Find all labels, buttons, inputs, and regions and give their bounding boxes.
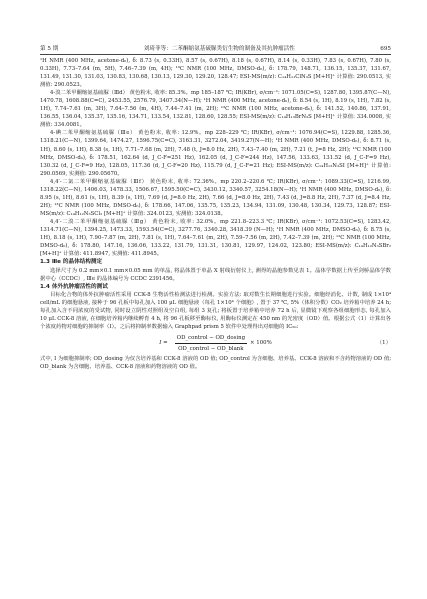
equation-numerator: OD_control − OD_dosing — [175, 334, 247, 344]
body-paragraph: 4-碘二苯甲酮缩氨基硫脲（Ⅲe） 黄色粉末, 收率: 12.9%。mp 228–229 ℃; IR(KBr), σ/cm⁻¹: 1076.94(C=S), 1229.88, 1285.36, 1318.21(C—N), 1399.64, 1474.27, 1596.75(C=C), 3163.31, 3272.04, 3419.27(N—H); ¹H NMR (400 MHz, DMSO-d₆), δ: 8.71 (s, 1H), 8.60 (s, 1H), 8.38 (s, 1H), 7.71–7.68 (m, 2H), 7.48 (t, J=8.0 Hz, 2H), 7.43–7.40 (m, 2H), 7.21 (t, J=8 Hz, 2H); ¹³C NMR (100 MHz, DMSO-d₆), δ: 178.51, 162.64 (d, J_C-F=251 Hz), 162.05 (d, J_C-F=244 Hz), 147.56, 133.63, 131.52 (d, J_C-F=9 Hz), 130.32 (d, J_C-F=9 Hz), 128.05, 117.36 (d, J_C-F=20 Hz), 115.79 (d, J_C-F=21 Hz); ESI-MS(m/z): C₁₄H₁₃N₃SI [M+H]⁺ 计算值: 290.0569, 实测值: 290.05670。 — [40, 130, 391, 177]
section-heading: 1.4 体外抗肿瘤活性的测试 — [40, 283, 108, 290]
article-body — [40, 57, 391, 371]
body-paragraph: 式中, I 为细胞抑制率; OD_dosing 为仅含培养基和 CCK-8 溶液的 OD 值; OD_control 为含细胞、培养基、CCK-8 溶液和不含药物溶液的 OD 值; OD_blank 为含细胞、培养基、CCK-8 溶液和药物溶液的 OD 值。 — [40, 356, 391, 371]
equation — [40, 333, 391, 353]
body-paragraph: 4-溴二苯甲酮缩氨基硫脲（Ⅲd） 黄色粉末, 收率: 85.3%。mp 185–187 ℃; IR(KBr), σ/cm⁻¹: 1071.05(C=S), 1287.80, 1395.87(C—N), 1470.78, 1608.88(C=C), 2453.55, 2576.79, 3407.34(N—H); ¹H NMR (400 MHz, acetone-d₆), δ: 8.54 (s, 1H), 8.19 (s, 1H), 7.82 (s, 1H), 7.74–7.61 (m, 3H), 7.64–7.56 (m, 4H), 7.44–7.41 (m, 2H); ¹³C NMR (100 MHz, acetone-d₆), δ: 141.52, 140.86, 137.91, 136.55, 136.04, 135.37, 135.16, 134.71, 133.54, 132.81, 128.60, 128.55; ESI-MS(m/z): C₁₄H₁₃BrN₃S [M+H]⁺ 计算值: 334.0008, 实测值: 334.0081。 — [40, 90, 391, 129]
running-header — [40, 44, 391, 55]
body-paragraph: ¹H NMR (400 MHz, acetone-d₆), δ: 8.73 (s, 0.33H), 8.57 (s, 0.67H), 8.18 (s, 0.67H), 8.14 (s, 0.33H), 7.83 (s, 0.67H), 7.80 (s, 0.33H), 7.73–7.64 (m, 5H), 7.46–7.39 (m, 4H); ¹³C NMR (100 MHz, DMSO-d₆), δ: 178.79, 148.71, 136.15, 135.37, 131.67, 131.49, 131.30, 131.03, 130.83, 130.68, 130.13, 129.30, 129.20, 128.47; ESI-MS(m/z): C₁₄H₁₁ClN₃S [M+H]⁺ 计算值: 290.0513, 实测值: 290.0523。 — [40, 58, 391, 89]
section-heading: 1.3 Ⅲe 的晶体结构测定 — [40, 259, 103, 266]
body-paragraph: 4,4′-二氯二苯甲酮缩氨基硫脲（Ⅲf） 黄色粉末, 收率: 72.36%。mp 220.2–220.6 ℃; IR(KBr), σ/cm⁻¹: 1089.33(C=S), 1216.99, 1318.22(C—N), 1406.03, 1478.33, 1506.67, 1595.50(C=C), 3430.12, 3340.57, 3254.18(N—H); ¹H NMR (400 MHz, DMSO-d₆), δ: 8.95 (s, 1H), 8.61 (s, 1H), 8.39 (s, 1H), 7.69 (d, J=8.0 Hz, 2H), 7.66 (d, J=8.0 Hz, 2H), 7.43 (d, J=8.8 Hz, 2H), 7.37 (d, J=8.4 Hz, 2H); ¹³C NMR (100 MHz, DMSO-d₆), δ: 178.66, 147.06, 135.75, 135.23, 134.94, 131.09, 130.48, 130.34, 129.73, 128.87; ESI-MS(m/z): C₁₄H₁₂N₃SCl₂ [M+H]⁺ 计算值: 324.0123, 实测值: 324.0138。 — [40, 178, 391, 217]
body-paragraph: 4,4′-二溴二苯甲酮缩氨基硫脲（Ⅲg） 黄色粉末, 收率: 32.0%。mp 221.8–223.3 ℃; IR(KBr), σ/cm⁻¹: 1072.53(C=S), 1283.42, 1314.71(C—N), 1394.25, 1473.33, 1593.54(C=C), 3277.76, 3340.28, 3418.39 (N—H); ¹H NMR (400 MHz, DMSO-d₆), δ: 8.75 (s, 1H), 8.18 (s, 1H), 7.90–7.87 (m, 2H), 7.81 (s, 1H), 7.64–7.61 (m, 2H), 7.59–7.56 (m, 2H), 7.42–7.39 (m, 2H); ¹³C NMR (100 MHz, DMSO-d₆), δ: 178.80, 147.16, 136.06, 133.22, 131.79, 131.31, 130.81, 129.97, 124.02, 123.80; ESI-MS(m/z): C₁₄H₁₂N₃SBr₂ [M+H]⁺ 计算值: 411.8947, 实测值: 411.8945。 — [40, 218, 391, 258]
issue-label: 第 5 期 — [40, 46, 59, 52]
body-paragraph: 目标化合物的体外抗肿瘤活性采用 CCK-8 生物活性检测法进行检测。实验方法: 取对数生长期细胞进行实验。细胞经消化、计数, 制成 1×10⁴ cell/mL 的细胞悬液, 接种于 96 孔板中每孔加入 100 μL 细胞悬液（每孔 1×10⁴ 个细胞）, 置于 37 ℃, 5%（体积分数）CO₂ 培养箱中培养 24 h; 每孔加入含不同浓度的受试物, 同时设立阴性对照组及空白组, 每组 3 复孔; 将板置于培养箱中培养 72 h 后, 显微镜下观察各组细胞形态, 每孔加入 10 μL CCK-8 溶液, 在细胞培养箱内继续孵育 4 h, 将 96 孔板移至酶标仪, 用酶标仪测定在 450 nm 的光密度（OD）值。根据公式（1）计算出各个浓度药物对细胞的抑制率（I）。之后将抑制率数据输入 Graphpad prism 5 软件中处理得出对细胞的 IC₅₀: — [40, 292, 391, 331]
equation-denominator: OD_control − OD_blank — [178, 345, 244, 352]
body-paragraph: 选择尺寸为 0.2 mm×0.1 mm×0.05 mm 的单晶, 将晶体置于单晶 X 射线衍射仪上, 测得的晶胞参数见表 1。晶体学数据上传至剑桥晶体学数据中心（CCDC）, Ⅲe 的晶体编号为 CCDC 2391456。 — [40, 267, 391, 282]
equation-lhs: I = — [159, 340, 168, 347]
equation-number: （1） — [376, 340, 391, 347]
equation-fraction — [175, 334, 247, 353]
running-title: 刘琦菲等：二苯酮缩氨基硫脲类衍生物的制备及其抗肿瘤活性 — [143, 46, 295, 52]
page-number: 695 — [380, 46, 391, 52]
equation-tail: × 100% — [250, 340, 272, 347]
